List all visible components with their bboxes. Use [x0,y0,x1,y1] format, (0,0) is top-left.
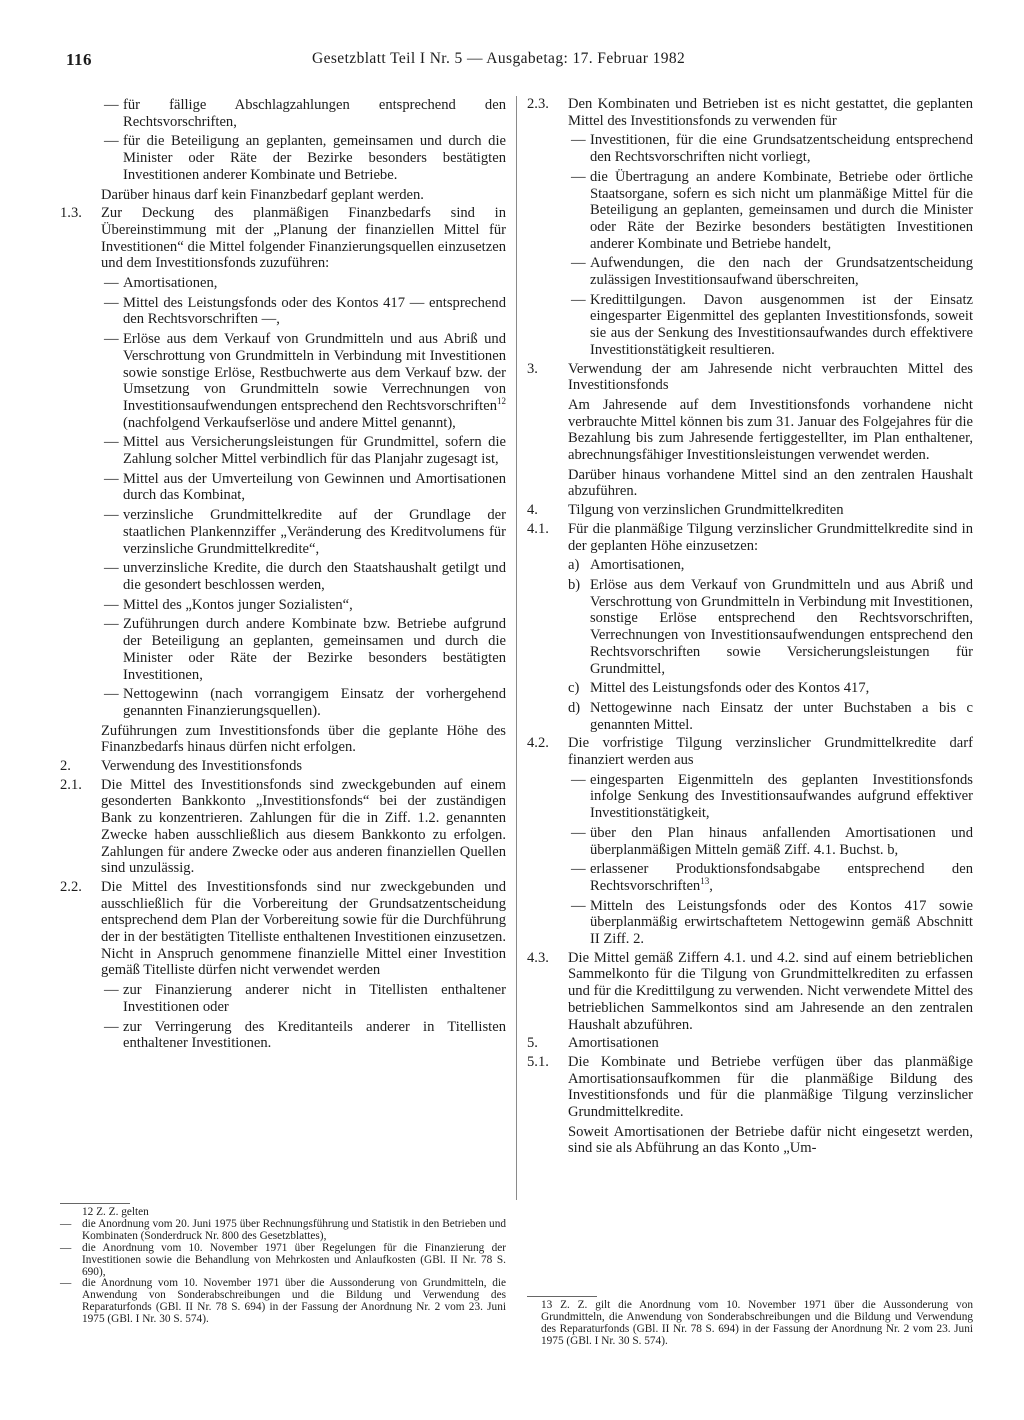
footnote-13 [527,1300,973,1348]
section-4-3 [527,950,973,1034]
section-number: 5. [527,1035,538,1052]
section-2-3 [527,96,973,129]
footnote-ref: 12 [497,396,506,407]
dash-bullet: — [104,133,119,150]
section-text: Für die planmäßige Tilgung verzinslicher Grundmittelkredite sind in der geplanten Höhe einzusetzen: [568,520,973,554]
footnote-text: die Anordnung vom 20. Juni 1975 über Rechnungsführung und Statistik in den Betrieben und Kombinaten (Sonderdruck Nr. 800 des Gesetzblattes), [82,1217,506,1242]
paragraph: Darüber hinaus vorhandene Mittel sind an den zentralen Haushalt abzuführen. [568,466,973,500]
section-number: 4. [527,502,538,519]
list-item [60,295,506,328]
footnote-rule-right [527,1296,597,1297]
list-item [527,680,973,697]
section-text: Die vorfristige Tilgung verzinslicher Grundmittelkredite darf finanziert werden aus [568,735,973,769]
section-4-2 [527,735,973,768]
item-text: zur Verringerung des Kreditanteils anderer in Titellisten enthaltener Investitionen. [123,1018,506,1052]
item-text: Mittel des Leistungsfonds oder des Kontos 417, [590,680,870,697]
footnote-item [60,1243,506,1279]
section-text: Die Mittel des Investitionsfonds sind zweckgebunden auf einem gesonderten Bankkonto „Investitionsfonds“ bei der zuständigen Bank zu konzentrieren. Zahlungen für die in Ziff. 1.2. genannten Zwecke haben ausschließlich aus diesem Bankkonto zu erfolgen. Zahlungen für andere Zwecke oder aus anderen finanziellen Quellen sind unzulässig. [101,776,506,877]
dash-bullet: — [571,291,586,308]
dash-bullet: — [104,275,119,292]
section-heading: Tilgung von verzinslichen Grundmittelkrediten [568,502,844,519]
footnote-rule-left [60,1203,130,1204]
section-5-1 [527,1054,973,1121]
item-text: erlassener Produktionsfondsabgabe entsprechend den Rechtsvorschriften [590,861,973,894]
item-text: Nettogewinn (nach vorrangigem Einsatz der vorhergehend genannten Finanzierungsquellen). [123,686,506,719]
list-item [60,686,506,719]
list-item [60,97,506,130]
section-2-1 [60,777,506,877]
section-4-1 [527,521,973,554]
item-text: Investitionen, für die eine Grundsatzentscheidung entsprechend den Rechtsvorschriften nicht vorliegt, [590,132,973,166]
item-text: Mittel aus der Umverteilung von Gewinnen und Amortisationen durch das Kombinat, [123,470,506,504]
list-item [527,772,973,822]
footnote-text: die Anordnung vom 10. November 1971 über die Aussonderung von Grundmitteln, die Anwendung von Sonderabschreibungen und die Bildung und Verwendung des Reparaturfonds (GBl. II Nr. 78 S. 694) in der Fassung der Anordnung Nr. 2 vom 23. Juni 1975 (GBl. I Nr. 30 S. 574). [82,1277,506,1326]
section-text: Die Mittel des Investitionsfonds sind nur zweckgebunden und ausschließlich für die Vorbereitung der Grundsatzentscheidung entsprechend dem Plan der Vorbereitung sowie für die Durchführung der in der bestätigten Titelliste enthaltenen Investitionen einzusetzen. Nicht in Anspruch genommene finanzielle Mittel einer Investition gemäß Titelliste dürfen nicht verwendet werden [101,878,506,979]
item-text: für die Beteiligung an geplanten, gemeinsamen und durch die Minister oder Räte der Bezirke besonders bestätigten Investitionen anderer Kombinate und Betriebe. [123,133,506,183]
item-text-cont: , [709,877,713,894]
left-column [60,94,506,1052]
footnote-ref: 13 [700,876,710,887]
item-letter: d) [568,699,581,716]
list-item [60,616,506,683]
item-text: Nettogewinne nach Einsatz der unter Buchstaben a bis c genannten Mittel. [590,699,973,733]
dash-bullet: — [571,897,586,914]
dash-bullet: — [571,824,586,841]
item-text: eingesparten Eigenmitteln des geplanten Investitionsfonds infolge Senkung des Investitionsaufwandes aufgrund effektiver Investitionstätigkeit, [590,771,973,822]
paragraph: Darüber hinaus darf kein Finanzbedarf geplant werden. [101,186,424,203]
dash-bullet: — [104,1018,119,1035]
list-item [60,1019,506,1052]
list-item [60,434,506,467]
section-number: 4.2. [527,735,549,752]
item-text: zur Finanzierung anderer nicht in Titellisten enthaltener Investitionen oder [123,982,506,1015]
dash-bullet: — [571,132,586,149]
dash-bullet: — [60,1241,72,1254]
item-text: Zuführungen durch andere Kombinate bzw. Betriebe aufgrund der Beteiligung an geplanten, gemeinsamen und durch die Minister oder Räte der Bezirke besonders bestätigten Investitionen, [123,616,506,683]
item-letter: c) [568,680,580,697]
list-item [527,292,973,359]
list-item [60,507,506,557]
dash-bullet: — [104,616,119,633]
list-item [60,560,506,593]
list-item [527,700,973,733]
dash-bullet: — [104,596,119,613]
list-item [60,275,506,292]
column-divider [516,96,517,1200]
dash-bullet: — [104,294,119,311]
dash-bullet: — [571,771,586,788]
dash-bullet: — [104,434,119,451]
section-5 [527,1035,973,1052]
section-text: Die Kombinate und Betriebe verfügen über das planmäßige Amortisationsaufkommen für die planmäßige Bildung des Investitionsfonds und für die planmäßige Tilgung verzinslicher Grundmittelkredite. [568,1053,973,1121]
item-text: Mittel des Leistungsfonds oder des Kontos 417 — entsprechend den Rechtsvorschriften —, [123,294,506,328]
item-text: unverzinsliche Kredite, die durch den Staatshaushalt getilgt und die gesondert beschlossen werden, [123,560,506,593]
list-item [527,898,973,948]
list-item [60,133,506,183]
item-text: verzinsliche Grundmittelkredite auf der Grundlage der staatlichen Plankennziffer „Veränderung des Kreditvolumens für verzinsliche Grundmittelkredite“, [123,507,506,557]
section-2-2 [60,879,506,979]
item-letter: b) [568,576,581,593]
right-column [527,94,973,1157]
section-number: 3. [527,360,538,377]
list-item [527,861,973,894]
list-item [527,255,973,288]
section-text: Die Mittel gemäß Ziffern 4.1. und 4.2. sind auf einem betrieblichen Sammelkonto für die Tilgung von Grundmittelkrediten zu erfassen und für die Kredittilgung zu verwenden. Nicht verwendete Mittel des betrieblichen Sammelkontos sind am Jahresende an den zentralen Haushalt abzuführen. [568,949,973,1033]
list-item [527,577,973,677]
list-item [60,331,506,431]
item-text: Kredittilgungen. Davon ausgenommen ist der Einsatz eingesparter Eigenmittel des geplanten Investitionsfonds, soweit sie aus der Senkung des Investitionsaufwandes durch effektivere Investitionstätigkeit resultieren. [590,291,973,358]
list-item [527,132,973,165]
dash-bullet: — [104,982,119,999]
dash-bullet: — [104,686,119,703]
dash-bullet: — [571,255,586,272]
section-number: 2.3. [527,96,549,112]
paragraph: Am Jahresende auf dem Investitionsfonds vorhandene nicht verbrauchte Mittel können bis zum 31. Januar des Folgejahres für die Bezahlung bis zum Jahresende fertiggestellter, im Plan enthaltener, abrechnungsfähiger Investitionsleistungen verwendet werden. [568,396,973,464]
section-1-3 [60,205,506,272]
dash-bullet: — [104,507,119,524]
footnote-text: die Anordnung vom 10. November 1971 über Regelungen für die Finanzierung der Investitionen sowie die Behandlung von Mehrkosten und Anlaufkosten (GBl. II Nr. 78 S. 690), [82,1241,506,1278]
dash-bullet: — [60,1277,72,1290]
footnote-item [60,1219,506,1243]
section-number: 2.1. [60,776,82,793]
list-item [527,557,973,574]
section-heading: Verwendung der am Jahresende nicht verbrauchten Mittel des Investitionsfonds [568,360,973,394]
section-number: 4.3. [527,949,549,966]
running-header: Gesetzblatt Teil I Nr. 5 — Ausgabetag: 17. Februar 1982 [312,50,686,67]
item-text: Mittel des „Kontos junger Sozialisten“, [123,596,353,613]
dash-bullet: — [104,97,119,113]
section-4 [527,502,973,519]
list-item [60,597,506,614]
item-text: Aufwendungen, die den nach der Grundsatzentscheidung zulässigen Investitionsaufwand überschreiten, [590,255,973,289]
section-text: Zur Deckung des planmäßigen Finanzbedarfs sind in Übereinstimmung mit der „Planung der finanziellen Mittel für Investitionen“ die Mittel folgender Finanzierungsquellen einzusetzen und dem Investitionsfonds zuzuführen: [101,205,506,272]
footnote-item [60,1278,506,1326]
paragraph: Soweit Amortisationen der Betriebe dafür nicht eingesetzt werden, sind sie als Abführung an das Konto „Um- [568,1123,973,1157]
item-text: für fällige Abschlagzahlungen entsprechend den Rechtsvorschriften, [123,97,506,130]
dash-bullet: — [104,560,119,577]
section-2 [60,758,506,775]
dash-bullet: — [571,861,586,878]
list-item [60,982,506,1015]
item-text: Amortisationen, [590,557,685,574]
section-heading: Amortisationen [568,1035,659,1052]
section-number: 2. [60,758,71,775]
section-heading: Verwendung des Investitionsfonds [101,758,303,775]
dash-bullet: — [104,470,119,487]
item-text: Amortisationen, [123,275,218,292]
item-text: Mittel aus Versicherungsleistungen für Grundmittel, sofern die Zahlung solcher Mittel verbindlich für das Planjahr zugesagt ist, [123,434,506,468]
footnote-12 [60,1207,506,1326]
page-number: 116 [66,50,93,69]
item-text-cont: (nachfolgend Verkaufserlöse und andere Mittel genannt), [123,414,456,431]
list-item [527,825,973,858]
list-item [527,169,973,253]
section-number: 5.1. [527,1053,549,1070]
section-number: 2.2. [60,878,82,895]
item-text: Mitteln des Leistungsfonds oder des Kontos 417 sowie überplanmäßig erwirtschaftetem Nettogewinn gemäß Abschnitt II Ziff. 2. [590,897,973,948]
section-number: 4.1. [527,520,549,537]
section-text: Den Kombinaten und Betrieben ist es nicht gestattet, die geplanten Mittel des Investitionsfonds zu verwenden für [568,96,973,129]
paragraph: Zuführungen zum Investitionsfonds über die geplante Höhe des Finanzbedarfs hinaus dürfen nicht erfolgen. [101,722,506,756]
section-number: 1.3. [60,205,82,222]
list-item [60,471,506,504]
footnote-text: 13 Z. Z. gilt die Anordnung vom 10. November 1971 über die Aussonderung von Grundmitteln, die Anwendung von Sonderabschreibungen und die Bildung und Verwendung des Reparaturfonds (GBl. II Nr. 78 S. 694) in der Fassung der Anordnung Nr. 2 vom 23. Juni 1975 (GBl. I Nr. 30 S. 574). [541,1299,973,1347]
item-text: Erlöse aus dem Verkauf von Grundmitteln und aus Abriß und Verschrottung von Grundmitteln in Verbindung mit Investitionen, sonstige Erlöse entsprechend den Rechtsvorschriften, Verrechnungen von Investitionsaufwendungen entsprechend den Rechtsvorschriften sowie Versicherungsleistungen für Grundmittel, [590,576,973,677]
footnote-12-head: 12 Z. Z. gelten [82,1206,149,1218]
item-text: die Übertragung an andere Kombinate, Betriebe oder örtliche Staatsorgane, sofern es sich nicht um planmäßige Mittel für die Beteiligung an geplanten, gemeinsamen und durch die Minister oder Räte der Bezirke besonders bestätigten Investitionen anderer Kombinate und Betriebe handelt, [590,168,973,252]
dash-bullet: — [571,168,586,185]
item-text: Erlöse aus dem Verkauf von Grundmitteln und aus Abriß und Verschrottung von Grundmitteln in Verbindung mit Investitionen sowie sonstige Erlöse, Restbuchwerte aus dem Verkauf bzw. der Umsetzung von Grundmitteln sowie Verrechnungen von Investitionsaufwendungen entsprechend den Rechtsvorschriften [123,331,506,414]
section-3 [527,361,973,394]
item-letter: a) [568,557,580,574]
dash-bullet: — [104,331,119,348]
dash-bullet: — [60,1217,72,1230]
item-text: über den Plan hinaus anfallenden Amortisationen und überplanmäßigen Mitteln gemäß Ziff. 4.1. Buchst. b, [590,824,973,858]
